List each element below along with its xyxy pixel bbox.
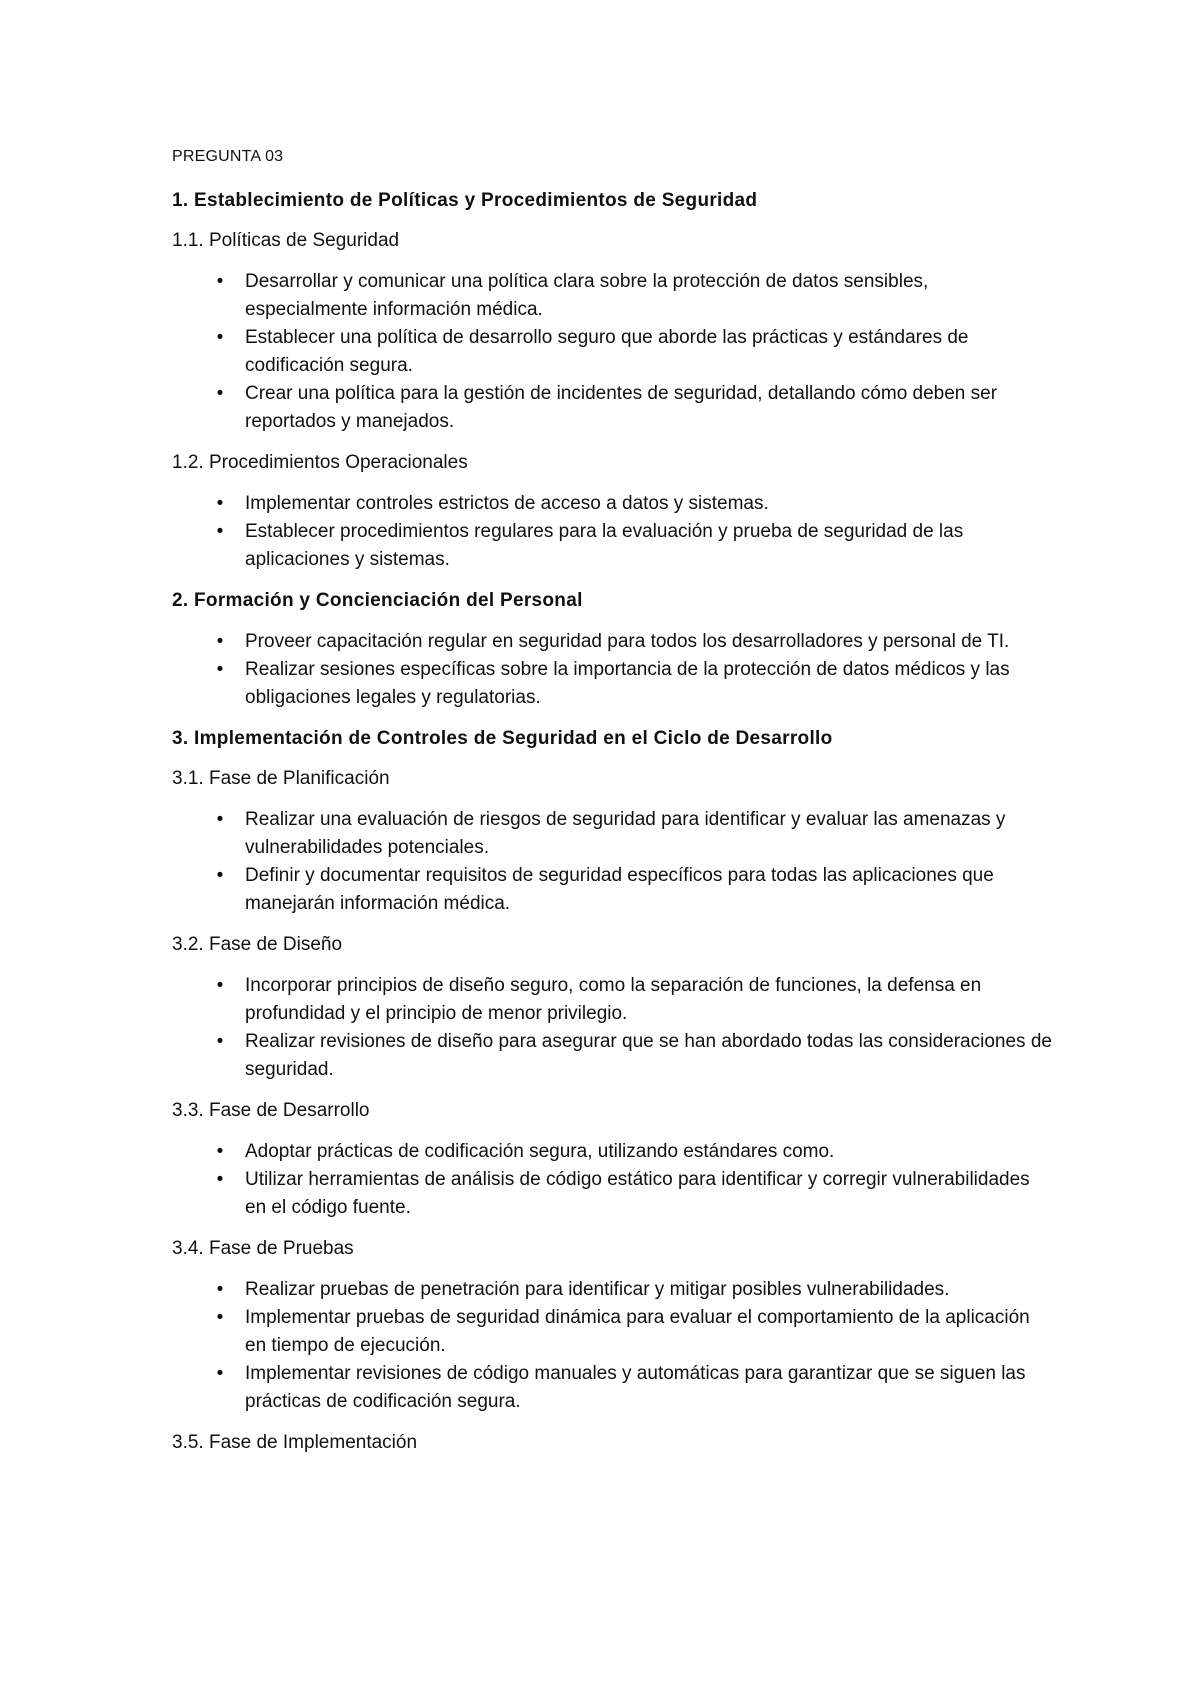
list-item <box>172 380 1052 436</box>
bullet-icon: • <box>216 975 224 996</box>
list-item-text: Desarrollar y comunicar una política clara sobre la protección de datos sensibles, especialmente información médica. <box>245 271 929 320</box>
list-item-text: Proveer capacitación regular en seguridad para todos los desarrolladores y personal de TI. <box>245 631 1010 652</box>
bullet-list-3-2 <box>172 972 1052 1084</box>
bullet-icon: • <box>216 383 224 404</box>
bullet-icon: • <box>216 1363 224 1384</box>
bullet-icon: • <box>216 493 224 514</box>
list-item-text: Realizar una evaluación de riesgos de seguridad para identificar y evaluar las amenazas y vulnerabilidades potenciales. <box>245 809 1006 858</box>
bullet-icon: • <box>216 1279 224 1300</box>
list-item-text: Implementar controles estrictos de acceso a datos y sistemas. <box>245 493 769 514</box>
bullet-list-3-3 <box>172 1138 1052 1222</box>
bullet-list-1-2 <box>172 490 1052 574</box>
bullet-list-2 <box>172 628 1052 712</box>
list-item-text: Establecer procedimientos regulares para la evaluación y prueba de seguridad de las aplicaciones y sistemas. <box>245 521 964 570</box>
list-item <box>172 1138 1052 1166</box>
bullet-list-1-1 <box>172 268 1052 436</box>
list-item-text: Utilizar herramientas de análisis de código estático para identificar y corregir vulnerabilidades en el código fuente. <box>245 1169 1030 1218</box>
list-item-text: Incorporar principios de diseño seguro, como la separación de funciones, la defensa en profundidad y el principio de menor privilegio. <box>245 975 982 1024</box>
list-item-text: Implementar revisiones de código manuales y automáticas para garantizar que se siguen las prácticas de codificación segura. <box>245 1363 1026 1412</box>
list-item <box>172 324 1052 380</box>
list-item-text: Adoptar prácticas de codificación segura, utilizando estándares como. <box>245 1141 835 1162</box>
list-item-text: Realizar revisiones de diseño para asegurar que se han abordado todas las consideraciones de seguridad. <box>245 1031 1052 1080</box>
list-item <box>172 656 1052 712</box>
list-item <box>172 1360 1052 1416</box>
document-page <box>172 146 1052 1470</box>
subsection-title-3-3: 3.3. Fase de Desarrollo <box>172 1100 370 1121</box>
bullet-icon: • <box>216 1141 224 1162</box>
subsection-title-3-4: 3.4. Fase de Pruebas <box>172 1238 354 1259</box>
list-item <box>172 1304 1052 1360</box>
list-item <box>172 1276 1052 1304</box>
bullet-icon: • <box>216 659 224 680</box>
bullet-icon: • <box>216 327 224 348</box>
subsection-title-3-2: 3.2. Fase de Diseño <box>172 934 343 955</box>
subsection-title-3-1: 3.1. Fase de Planificación <box>172 768 390 789</box>
list-item <box>172 1166 1052 1222</box>
bullet-icon: • <box>216 631 224 652</box>
bullet-icon: • <box>216 1169 224 1190</box>
subsection-title-3-5: 3.5. Fase de Implementación <box>172 1432 418 1453</box>
section-heading-1: 1. Establecimiento de Políticas y Procedimientos de Seguridad <box>172 190 758 211</box>
list-item <box>172 518 1052 574</box>
list-item-text: Realizar pruebas de penetración para identificar y mitigar posibles vulnerabilidades. <box>245 1279 950 1300</box>
list-item-text: Definir y documentar requisitos de seguridad específicos para todas las aplicaciones que manejarán información médica. <box>245 865 994 914</box>
list-item <box>172 628 1052 656</box>
list-item <box>172 806 1052 862</box>
list-item <box>172 1028 1052 1084</box>
list-item-text: Crear una política para la gestión de incidentes de seguridad, detallando cómo deben ser reportados y manejados. <box>245 383 998 432</box>
list-item <box>172 862 1052 918</box>
bullet-list-3-1 <box>172 806 1052 918</box>
section-heading-3: 3. Implementación de Controles de Seguridad en el Ciclo de Desarrollo <box>172 728 833 749</box>
bullet-icon: • <box>216 521 224 542</box>
section-heading-2: 2. Formación y Concienciación del Personal <box>172 590 583 611</box>
bullet-icon: • <box>216 271 224 292</box>
subsection-title-1-1: 1.1. Políticas de Seguridad <box>172 230 400 251</box>
list-item-text: Implementar pruebas de seguridad dinámica para evaluar el comportamiento de la aplicación en tiempo de ejecución. <box>245 1307 1030 1356</box>
bullet-icon: • <box>216 1031 224 1052</box>
bullet-icon: • <box>216 1307 224 1328</box>
bullet-list-3-4 <box>172 1276 1052 1416</box>
subsection-title-1-2: 1.2. Procedimientos Operacionales <box>172 452 468 473</box>
list-item <box>172 490 1052 518</box>
list-item <box>172 972 1052 1028</box>
list-item-text: Establecer una política de desarrollo seguro que aborde las prácticas y estándares de codificación segura. <box>245 327 969 376</box>
bullet-icon: • <box>216 865 224 886</box>
list-item-text: Realizar sesiones específicas sobre la importancia de la protección de datos médicos y las obligaciones legales y regulatorias. <box>245 659 1010 708</box>
bullet-icon: • <box>216 809 224 830</box>
list-item <box>172 268 1052 324</box>
document-label: PREGUNTA 03 <box>172 148 284 165</box>
